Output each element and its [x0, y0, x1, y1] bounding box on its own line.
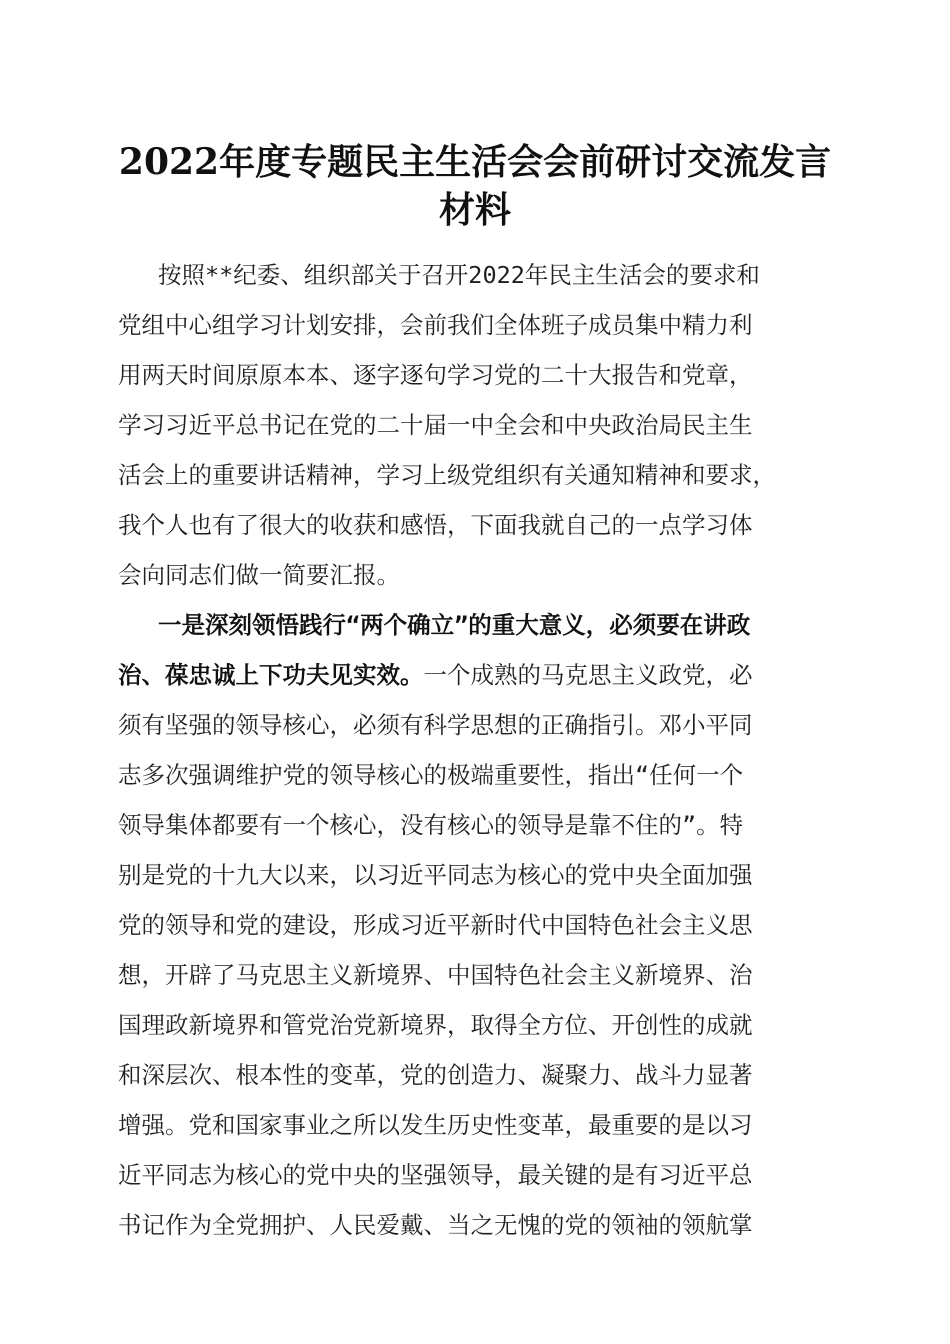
document-title: [100, 138, 850, 234]
document-body: [118, 250, 830, 1250]
paragraph-line: 活会上的重要讲话精神，学习上级党组织有关通知精神和要求，: [118, 461, 776, 489]
paragraph-line: 和深层次、根本性的变革，党的创造力、凝聚力、战斗力显著: [118, 1061, 753, 1089]
paragraph-line-rest: 一个成熟的马克思主义政党，必: [423, 661, 753, 689]
paragraph-lead-end: 治、葆忠诚上下功夫见实效。: [118, 661, 424, 689]
paragraph-line: 我个人也有了很大的收获和感悟，下面我就自己的一点学习体: [118, 511, 753, 539]
paragraph-line: 书记作为全党拥护、人民爱戴、当之无愧的党的领袖的领航掌: [118, 1211, 753, 1239]
paragraph-line: 会向同志们做一简要汇报。: [118, 561, 400, 589]
paragraph-line: 党的领导和党的建设，形成习近平新时代中国特色社会主义思: [118, 911, 753, 939]
paragraph-line: 志多次强调维护党的领导核心的极端重要性，指出“任何一个: [118, 761, 744, 789]
paragraph-line: 党组中心组学习计划安排，会前我们全体班子成员集中精力利: [118, 311, 753, 339]
paragraph-line: 用两天时间原原本本、逐字逐句学习党的二十大报告和党章，: [118, 361, 753, 389]
paragraph-line: 别是党的十九大以来，以习近平同志为核心的党中央全面加强: [118, 861, 753, 889]
paragraph-line: 想，开辟了马克思主义新境界、中国特色社会主义新境界、治: [118, 961, 753, 989]
paragraph-line: 近平同志为核心的党中央的坚强领导，最关键的是有习近平总: [118, 1161, 753, 1189]
paragraph-line: 领导集体都要有一个核心，没有核心的领导是靠不住的”。特: [118, 811, 744, 839]
title-line-1: 2022年度专题民主生活会会前研讨交流发言: [118, 141, 832, 183]
paragraph-line: 须有坚强的领导核心，必须有科学思想的正确指引。邓小平同: [118, 711, 753, 739]
paragraph-1: [118, 250, 830, 600]
paragraph-line: 按照**纪委、组织部关于召开2022年民主生活会的要求和: [158, 261, 760, 289]
paragraph-line: 增强。党和国家事业之所以发生历史性变革，最重要的是以习: [118, 1111, 753, 1139]
title-line-2: 材料: [438, 189, 511, 231]
paragraph-2: [118, 600, 830, 1250]
paragraph-line: 学习习近平总书记在党的二十届一中全会和中央政治局民主生: [118, 411, 753, 439]
paragraph-line: 国理政新境界和管党治党新境界，取得全方位、开创性的成就: [118, 1011, 753, 1039]
paragraph-lead-line: 一是深刻领悟践行“两个确立”的重大意义，必须要在讲政: [158, 611, 751, 639]
paragraph-line: [118, 650, 830, 700]
